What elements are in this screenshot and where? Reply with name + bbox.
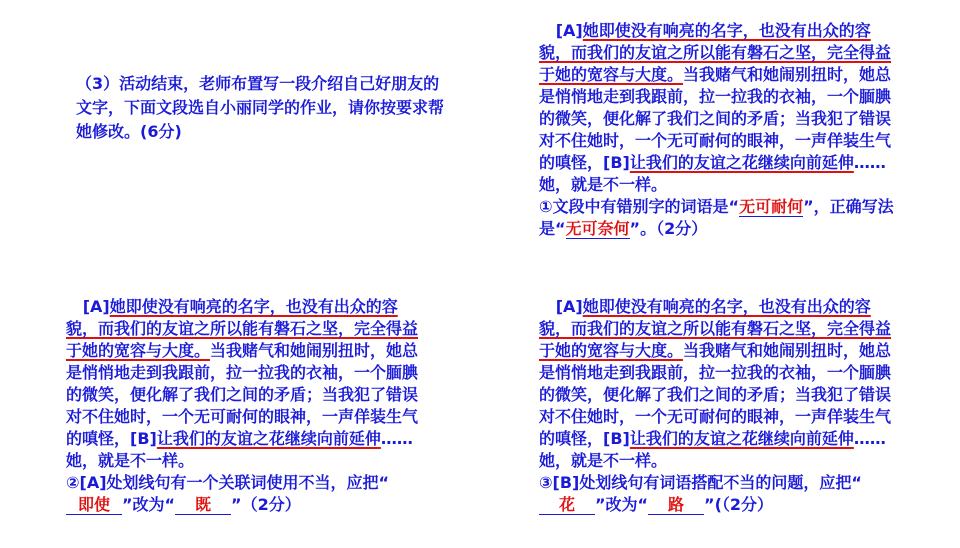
tag-a: [A] — [555, 297, 583, 316]
q3-middle: ”改为“ — [595, 495, 649, 514]
tag-a: [A] — [82, 297, 110, 316]
sentence-a-underlined: 她即使没有响亮的名字，也没有出众的容貌，而我们的友谊之所以能有磐石之坚，完全得益于她的宽容与大度。 — [539, 297, 892, 360]
q1-prefix: ①文段中有错别字的词语是“ — [539, 197, 740, 216]
q3-prefix: ③[B]处划线句有词语搭配不当的问题，应把“ — [539, 473, 862, 492]
intro-text: （3）活动结束，老师布置写一段介绍自己好朋友的文字，下面文段选自小丽同学的作业，请你按要求帮她修改。(6分) — [76, 74, 445, 141]
passage-panel-q3 — [539, 296, 901, 516]
tag-b: [B] — [603, 153, 630, 172]
passage-text — [539, 296, 901, 472]
tag-b: [B] — [130, 429, 157, 448]
q2-suffix: ”（2分） — [231, 495, 301, 514]
q2-middle: ”改为“ — [122, 495, 176, 514]
q3-suffix: ”(（2分） — [704, 495, 774, 514]
passage-ending: ……她，就是不一样。 — [539, 153, 886, 194]
question-2 — [66, 472, 428, 516]
indent — [539, 297, 556, 316]
q1-middle: ”，正确写法是“ — [539, 197, 894, 238]
passage-panel-q1 — [539, 20, 901, 240]
question-3 — [539, 472, 901, 516]
q1-suffix: ”。（2分） — [629, 219, 708, 238]
passage-panel-q2 — [66, 296, 428, 516]
sentence-b-underlined: 让我们的友谊之花继续向前延伸 — [629, 429, 854, 448]
indent — [66, 297, 83, 316]
q2-answer-correct-word: 既 — [175, 496, 231, 515]
passage-middle: 当我赌气和她闹别扭时，她总是悄悄地走到我跟前，拉一拉我的衣袖，一个腼腆的微笑，便化解了我们之间的矛盾；当我犯了错误对不住她时，一个无可耐何的眼神，一声佯装生气的嗔怪， — [539, 341, 892, 448]
q2-prefix: ②[A]处划线句有一个关联词使用不当，应把“ — [66, 473, 390, 492]
tag-b: [B] — [603, 429, 630, 448]
sentence-b-underlined: 让我们的友谊之花继续向前延伸 — [156, 429, 381, 448]
q3-answer-correct-word: 路 — [648, 496, 704, 515]
passage-text — [539, 20, 901, 196]
passage-middle: 当我赌气和她闹别扭时，她总是悄悄地走到我跟前，拉一拉我的衣袖，一个腼腆的微笑，便化解了我们之间的矛盾；当我犯了错误对不住她时，一个无可耐何的眼神，一声佯装生气的嗔怪， — [539, 65, 892, 172]
passage-text — [66, 296, 428, 472]
passage-ending: ……她，就是不一样。 — [66, 429, 413, 470]
sentence-b-underlined: 让我们的友谊之花继续向前延伸 — [629, 153, 854, 172]
sentence-a-underlined: 她即使没有响亮的名字，也没有出众的容貌，而我们的友谊之所以能有磐石之坚，完全得益于她的宽容与大度。 — [539, 21, 892, 84]
passage-middle: 当我赌气和她闹别扭时，她总是悄悄地走到我跟前，拉一拉我的衣袖，一个腼腆的微笑，便化解了我们之间的矛盾；当我犯了错误对不住她时，一个无可耐何的眼神，一声佯装生气的嗔怪， — [66, 341, 419, 448]
q3-answer-wrong-word: 花 — [539, 496, 595, 515]
q1-answer-wrong-word: 无可耐何 — [739, 197, 804, 216]
tag-a: [A] — [555, 21, 583, 40]
passage-ending: ……她，就是不一样。 — [539, 429, 886, 470]
question-1 — [539, 196, 901, 240]
sentence-a-underlined: 她即使没有响亮的名字，也没有出众的容貌，而我们的友谊之所以能有磐石之坚，完全得益于她的宽容与大度。 — [66, 297, 419, 360]
indent — [539, 21, 556, 40]
q1-answer-correct-word: 无可奈何 — [565, 219, 630, 238]
intro-instruction — [76, 72, 446, 144]
q2-answer-wrong-word: 即使 — [66, 496, 122, 515]
